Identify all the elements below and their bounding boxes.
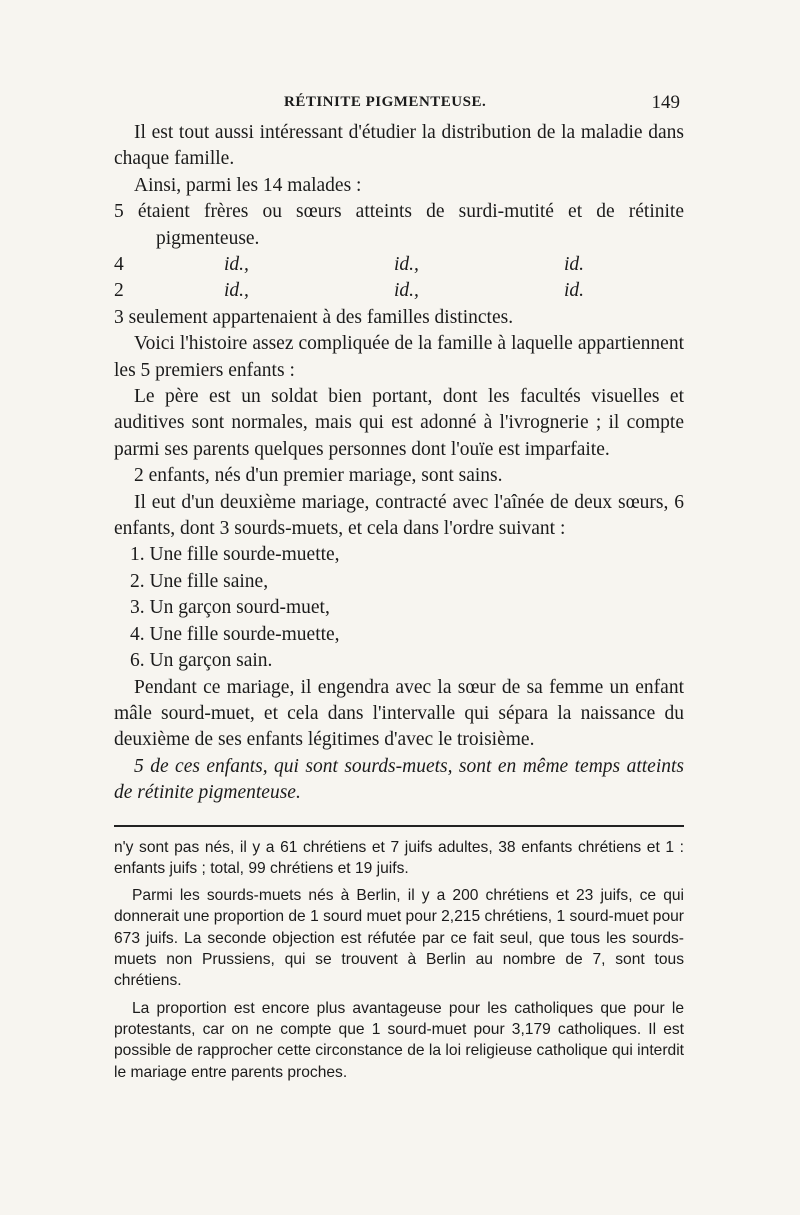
footnote-paragraph: Parmi les sourds-muets nés à Berlin, il y a 200 chrétiens et 23 juifs, ce qui donnerait une proportion de 1 sourd muet pour 2,215 chrétiens, 1 sourd-muet pour 673 juifs. La seconde objection est réfutée par ce fait seul, que tous les sourds-muets non Prussiens, qui se trouvent à Berlin au nombre de 7, sont tous chrétiens. <box>114 887 684 990</box>
paragraph: Le père est un soldat bien portant, dont les facultés visuelles et auditives sont normales, mais qui est adonné à l'ivrognerie ; il compte parmi ses parents quelques personnes dont l'ouïe est imparfaite. <box>114 386 684 460</box>
id-row <box>114 278 684 304</box>
paragraph: 5 étaient frères ou sœurs atteints de surdi-mutité et de rétinite pigmenteuse. <box>114 201 684 249</box>
conclusion-paragraph: 5 de ces enfants, qui sont sourds-muets, sont en même temps atteints de rétinite pigmenteuse. <box>114 755 684 804</box>
footnote <box>114 837 684 1083</box>
list-item: 1. Une fille sourde-muette, <box>130 544 340 566</box>
paragraph: Pendant ce mariage, il engendra avec la sœur de sa femme un enfant mâle sourd-muet, et cela dans l'intervalle qui sépara la naissance du deuxième de ses enfants légitimes d'avec le troisième. <box>114 676 684 751</box>
running-title: RÉTINITE PIGMENTEUSE. <box>284 94 487 110</box>
footnote-paragraph: n'y sont pas nés, il y a 61 chrétiens et 7 juifs adultes, 38 enfants chrétiens et 1 : enfants juifs ; total, 99 chrétiens et 19 juifs. <box>114 838 684 877</box>
id-row-cell: id. <box>564 280 585 302</box>
list-item: 6. Un garçon sain. <box>130 650 273 672</box>
id-row <box>114 252 684 278</box>
main-text <box>114 120 684 807</box>
paragraph: Il est tout aussi intéressant d'étudier la distribution de la maladie dans chaque famille. <box>114 122 684 170</box>
id-row-cell: id. <box>564 254 585 276</box>
paragraph: 3 seulement appartenaient à des familles distinctes. <box>114 306 514 328</box>
list-item: 2. Une fille saine, <box>130 570 269 592</box>
paragraph: Voici l'histoire assez compliquée de la famille à laquelle appartiennent les 5 premiers enfants : <box>114 333 684 381</box>
paragraph: Ainsi, parmi les 14 malades : <box>134 174 362 196</box>
id-row-cell: id., <box>394 254 419 276</box>
id-row-number: 2 <box>114 280 124 302</box>
id-row-number: 4 <box>114 254 124 276</box>
page-header <box>114 92 684 120</box>
id-row-cell: id., <box>224 280 249 302</box>
page-number: 149 <box>651 92 680 113</box>
book-page <box>114 92 684 1083</box>
id-row-cell: id., <box>394 280 419 302</box>
paragraph: 2 enfants, nés d'un premier mariage, sont sains. <box>134 465 503 487</box>
paragraph: Il eut d'un deuxième mariage, contracté avec l'aînée de deux sœurs, 6 enfants, dont 3 sourds-muets, et cela dans l'ordre suivant : <box>114 491 684 540</box>
list-item: 4. Une fille sourde-muette, <box>130 623 340 645</box>
list-item: 3. Un garçon sourd-muet, <box>130 597 330 619</box>
footnote-paragraph: La proportion est encore plus avantageuse pour les catholiques que pour le protestants, car on ne compte que 1 sourd-muet pour 3,179 catholiques. Il est possible de rapprocher cette circonstance de la loi religieuse catholique qui interdit le mariage entre parents proches. <box>114 999 684 1081</box>
id-row-cell: id., <box>224 254 249 276</box>
footnote-divider <box>114 825 684 827</box>
